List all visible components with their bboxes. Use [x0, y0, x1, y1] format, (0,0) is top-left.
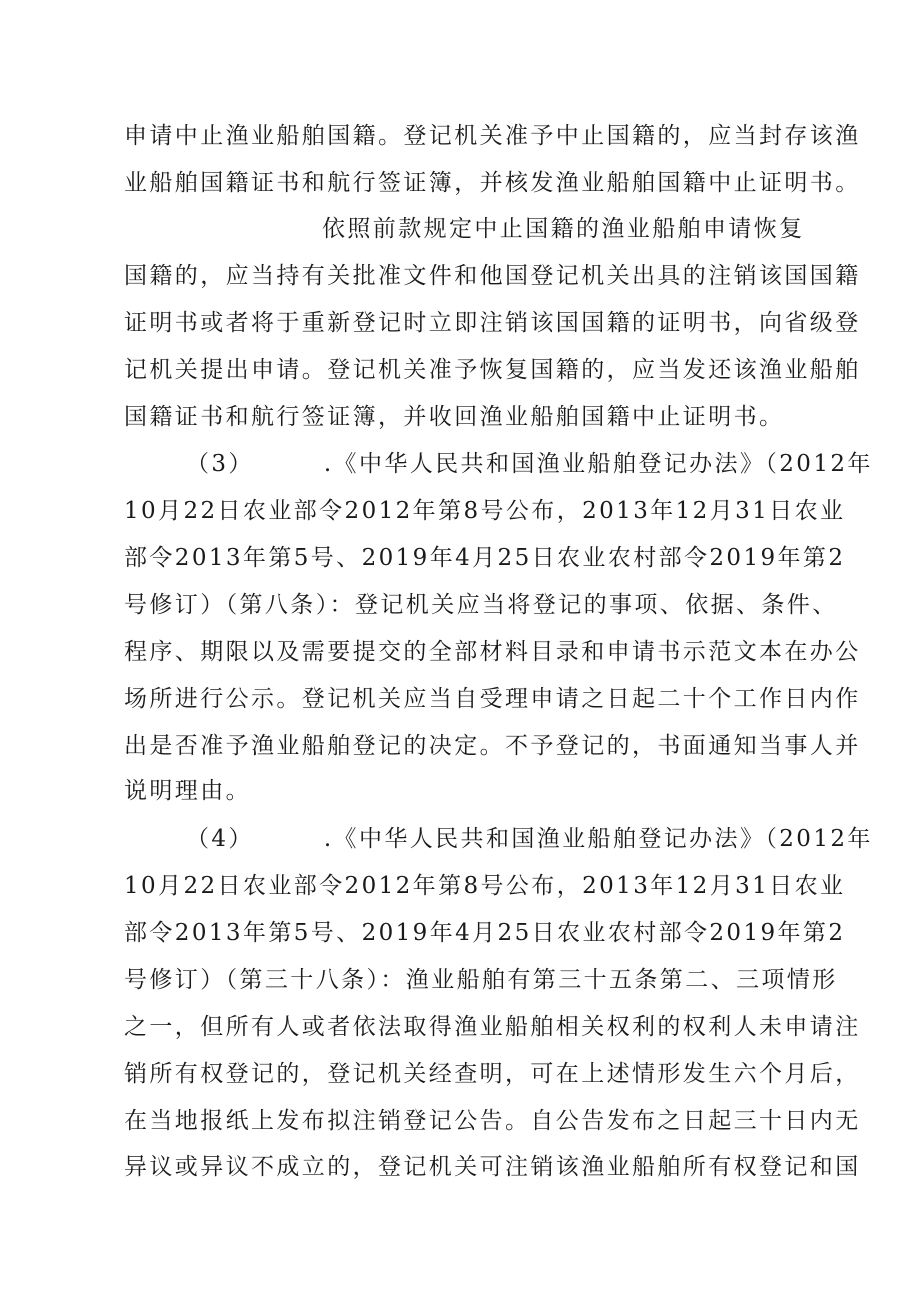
text-line: 10月22日农业部令2012年第8号公布，2013年12月31日农业: [124, 498, 846, 524]
text-line: 业船舶国籍证书和航行签证簿，并核发渔业船舶国籍中止证明书。: [124, 170, 861, 196]
text-line: 在当地报纸上发布拟注销登记公告。自公告发布之日起三十日内无: [124, 1108, 861, 1134]
text-line: 证明书或者将于重新登记时立即注销该国国籍的证明书，向省级登: [124, 310, 861, 336]
text-line: 依照前款规定中止国籍的渔业船舶申请恢复: [322, 216, 805, 242]
text-line: 之一，但所有人或者依法取得渔业船舶相关权利的权利人未申请注: [124, 1014, 861, 1040]
text-line: 部令2013年第5号、2019年4月25日农业农村部令2019年第2: [124, 920, 846, 946]
text-line: 说明理由。: [124, 778, 251, 804]
text-line: 10月22日农业部令2012年第8号公布，2013年12月31日农业: [124, 873, 846, 899]
text-line: 申请中止渔业船舶国籍。登记机关准予中止国籍的，应当封存该渔: [124, 123, 861, 149]
text-line: 出是否准予渔业船舶登记的决定。不予登记的，书面通知当事人并: [124, 733, 861, 759]
text-line: 异议或异议不成立的，登记机关可注销该渔业船舶所有权登记和国: [124, 1154, 861, 1180]
list-item-title: .《中华人民共和国渔业船舶登记办法》（2012年: [323, 826, 873, 852]
text-line: 国籍证书和航行签证簿，并收回渔业船舶国籍中止证明书。: [124, 404, 785, 430]
list-item-heading: [186, 824, 873, 854]
text-line: 国籍的，应当持有关批准文件和他国登记机关出具的注销该国国籍: [124, 263, 861, 289]
text-line: 销所有权登记的，登记机关经查明，可在上述情形发生六个月后，: [124, 1061, 861, 1087]
list-item-heading: [186, 449, 873, 479]
text-line: 号修订）（第三十八条）：渔业船舶有第三十五条第二、三项情形: [124, 967, 838, 993]
text-line: 部令2013年第5号、2019年4月25日农业农村部令2019年第2: [124, 545, 846, 571]
text-line: 记机关提出申请。登记机关准予恢复国籍的，应当发还该渔业船舶: [124, 357, 861, 383]
list-item-number: （4）: [186, 826, 254, 852]
list-item-title: .《中华人民共和国渔业船舶登记办法》（2012年: [323, 451, 873, 477]
list-item-number: （3）: [186, 451, 254, 477]
text-line: 号修订）（第八条）：登记机关应当将登记的事项、依据、条件、: [124, 592, 838, 618]
text-line: 程序、期限以及需要提交的全部材料目录和申请书示范文本在办公: [124, 639, 861, 665]
text-line: 场所进行公示。登记机关应当自受理申请之日起二十个工作日内作: [124, 686, 861, 712]
